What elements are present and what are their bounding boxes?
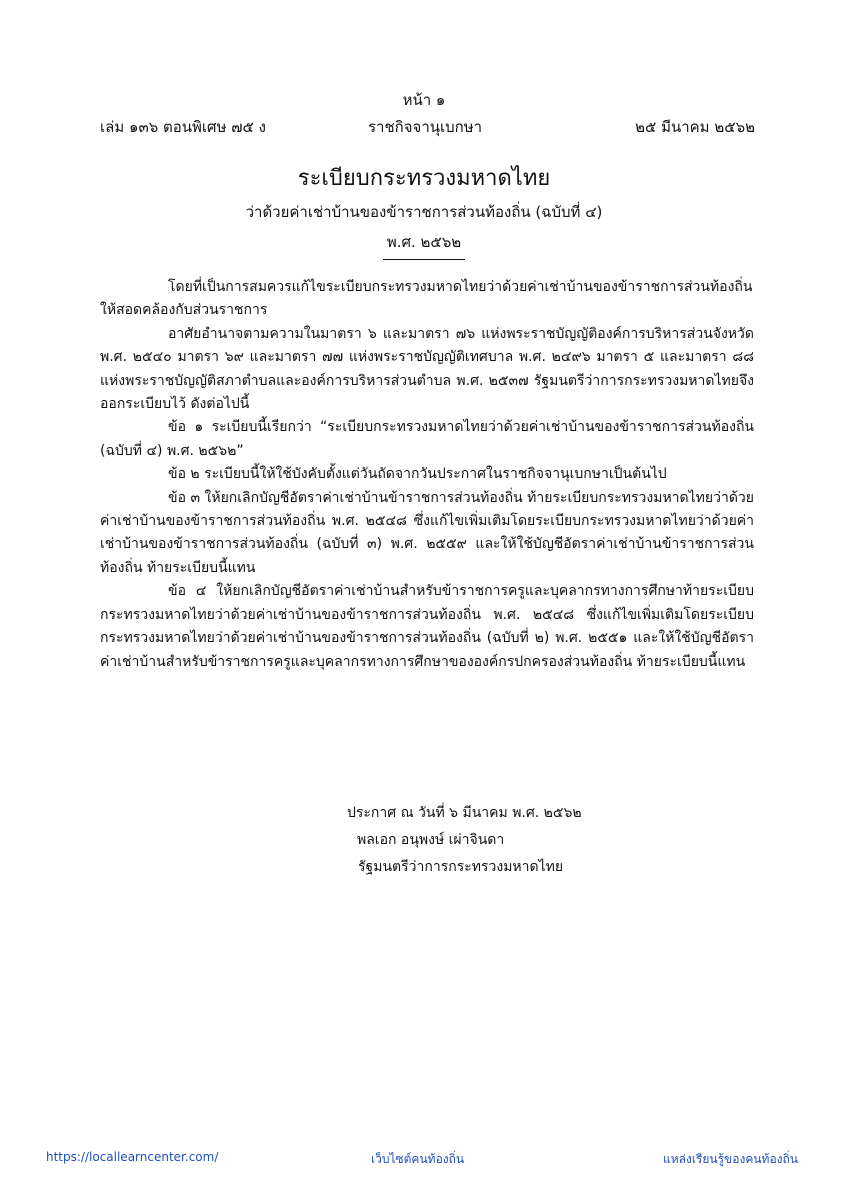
gazette-header [100, 115, 755, 137]
document-year: พ.ศ. ๒๕๖๒ [386, 233, 462, 251]
document-body [100, 276, 754, 674]
authority-paragraph: อาศัยอำนาจตามความในมาตรา ๖ และมาตรา ๗๖ แห่งพระราชบัญญัติองค์การบริหารส่วนจังหวัด พ.ศ. ๒๕๔๐ มาตรา ๖๙ และมาตรา ๗๗ แห่งพระราชบัญญัติเทศบาล พ.ศ. ๒๔๙๖ มาตรา ๕ และมาตรา ๘๘ แห่งพระราชบัญญัติสภาตำบลและองค์การบริหารส่วนตำบล พ.ศ. ๒๕๓๗ รัฐมนตรีว่าการกระทรวงมหาดไทยจึงออกระเบียบไว้ ดังต่อไปนี้ [100, 325, 754, 413]
signatory-name: พลเอก อนุพงษ์ เผ่าจินดา [357, 832, 505, 848]
page-number: หน้า ๑ [402, 91, 446, 109]
footer-site-label: เว็บไซต์คนท้องถิ่น [371, 1152, 465, 1166]
footer-url-link[interactable]: https://locallearncenter.com/ [46, 1150, 219, 1164]
gazette-name: ราชกิจจานุเบกษา [368, 118, 483, 136]
document-title: ระเบียบกระทรวงมหาดไทย [297, 166, 551, 191]
volume-issue: เล่ม ๑๓๖ ตอนพิเศษ ๗๕ ง [100, 118, 266, 136]
preamble-paragraph: โดยที่เป็นการสมควรแก้ไขระเบียบกระทรวงมหาดไทยว่าด้วยค่าเช่าบ้านของข้าราชการส่วนท้องถิ่น ให้สอดคล้องกับส่วนราชการ [100, 279, 753, 319]
signatory-position: รัฐมนตรีว่าการกระทรวงมหาดไทย [358, 859, 564, 875]
publication-date: ๒๕ มีนาคม ๒๕๖๒ [635, 118, 755, 136]
page-footer [46, 1150, 798, 1170]
clause-1: ข้อ ๑ ระเบียบนี้เรียกว่า “ระเบียบกระทรวงมหาดไทยว่าด้วยค่าเช่าบ้านของข้าราชการส่วนท้องถิ่น (ฉบับที่ ๔) พ.ศ. ๒๕๖๒” [100, 419, 754, 459]
clause-4: ข้อ ๔ ให้ยกเลิกบัญชีอัตราค่าเช่าบ้านสำหรับข้าราชการครูและบุคลากรทางการศึกษาท้ายระเบียบกระทรวงมหาดไทยว่าด้วยค่าเช่าบ้านของข้าราชการส่วนท้องถิ่น พ.ศ. ๒๕๔๘ ซึ่งแก้ไขเพิ่มเติมโดยระเบียบกระทรวงมหาดไทยว่าด้วยค่าเช่าบ้านของข้าราชการส่วนท้องถิ่น (ฉบับที่ ๒) พ.ศ. ๒๕๕๑ และให้ใช้บัญชีอัตราค่าเช่าบ้านสำหรับข้าราชการครูและบุคลากรทางการศึกษาขององค์กรปกครองส่วนท้องถิ่น ท้ายระเบียบนี้แทน [100, 583, 754, 670]
footer-tagline: แหล่งเรียนรู้ของคนท้องถิ่น [662, 1152, 798, 1166]
document-subtitle: ว่าด้วยค่าเช่าบ้านของข้าราชการส่วนท้องถิ่น (ฉบับที่ ๔) [245, 203, 603, 221]
clause-2: ข้อ ๒ ระเบียบนี้ให้ใช้บังคับตั้งแต่วันถัดจากวันประกาศในราชกิจจานุเบกษาเป็นต้นไป [168, 466, 667, 483]
title-divider [383, 259, 465, 260]
clause-3: ข้อ ๓ ให้ยกเลิกบัญชีอัตราค่าเช่าบ้านข้าราชการส่วนท้องถิ่น ท้ายระเบียบกระทรวงมหาดไทยว่าด้วยค่าเช่าบ้านของข้าราชการส่วนท้องถิ่น พ.ศ. ๒๕๔๘ ซึ่งแก้ไขเพิ่มเติมโดยระเบียบกระทรวงมหาดไทยว่าด้วยค่าเช่าบ้านของข้าราชการส่วนท้องถิ่น (ฉบับที่ ๓) พ.ศ. ๒๕๕๙ และให้ใช้บัญชีอัตราค่าเช่าบ้านข้าราชการส่วนท้องถิ่น ท้ายระเบียบนี้แทน [100, 489, 754, 576]
announcement-date: ประกาศ ณ วันที่ ๖ มีนาคม พ.ศ. ๒๕๖๒ [347, 805, 582, 821]
